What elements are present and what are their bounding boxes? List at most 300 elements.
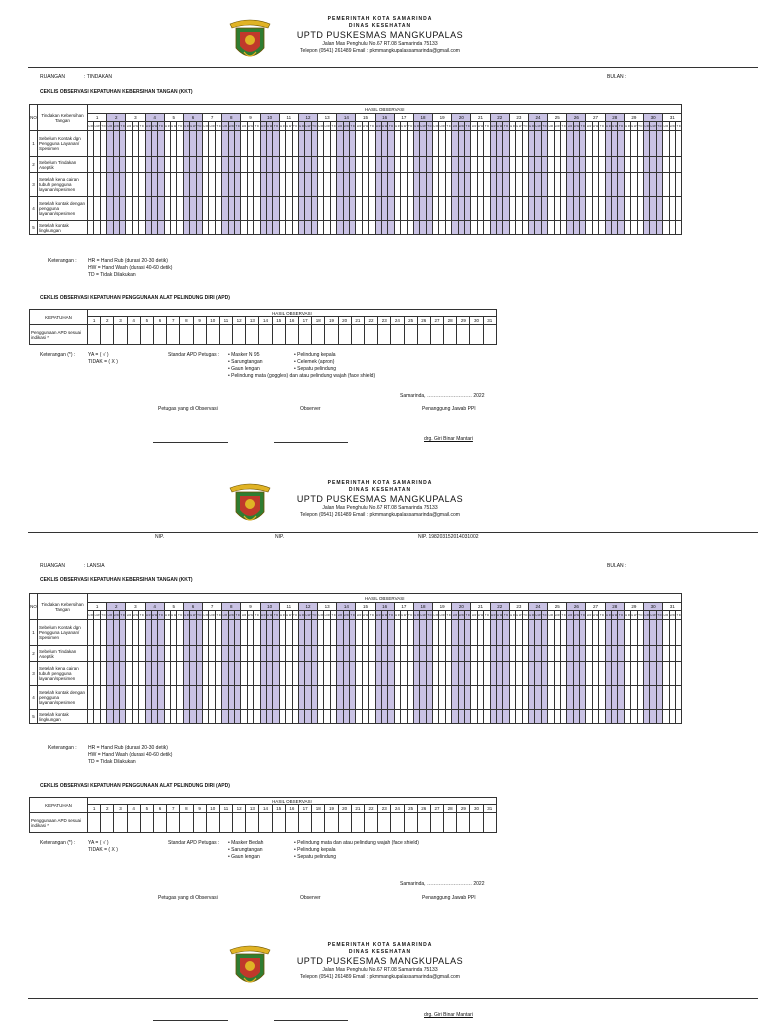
sub-col-label: H R (567, 611, 573, 620)
sig-pj-label: Penanggung Jawab PPI (422, 406, 476, 412)
observation-cell[interactable] (675, 157, 681, 173)
standar-right-2: • Sepatu pelindung (294, 366, 337, 372)
sub-col-label: H R (509, 122, 515, 131)
observation-cell[interactable] (675, 221, 681, 235)
sub-col-label: T D (388, 122, 394, 131)
observation-cell[interactable] (167, 813, 180, 833)
day-number: 9 (193, 317, 206, 325)
bulan-label: BULAN : (607, 563, 627, 569)
day-number: 6 (153, 805, 166, 813)
sub-col-label: H R (260, 611, 266, 620)
day-number: 12 (298, 114, 317, 122)
observation-cell[interactable] (285, 325, 298, 345)
ruangan-value: : TINDAKAN (84, 74, 112, 80)
sub-col-label: H W (286, 611, 292, 620)
action-label: Sebelum Kontak dgn Pengguna Layanan/ Spesimen (38, 620, 88, 646)
action-header: Tindakan Kebersihan Tangan (38, 105, 88, 131)
sub-col-label: H W (631, 611, 637, 620)
day-number: 1 (88, 805, 101, 813)
day-number: 3 (126, 603, 145, 611)
sub-col-label: H W (132, 611, 138, 620)
sub-col-label: H R (318, 611, 324, 620)
day-number: 31 (663, 603, 682, 611)
action-label: Setelah kena cairan tubuh pengguna layanan/spesimen (38, 173, 88, 197)
day-number: 22 (364, 805, 377, 813)
observation-cell[interactable] (444, 325, 457, 345)
observation-cell[interactable] (299, 813, 312, 833)
row-number: 2 (30, 646, 38, 662)
day-number: 25 (548, 603, 567, 611)
obs-header: HASIL OBSERVASI (88, 105, 682, 114)
day-number: 23 (509, 603, 528, 611)
sub-col-label: H R (88, 122, 94, 131)
day-number: 27 (430, 317, 443, 325)
sub-col-label: H R (586, 122, 592, 131)
sub-col-label: T D (503, 611, 509, 620)
sub-col-label: H R (490, 611, 496, 620)
observation-cell[interactable] (444, 813, 457, 833)
ruangan-value: : LANSIA (84, 563, 105, 569)
sub-col-label: H W (324, 122, 330, 131)
observation-cell[interactable] (167, 325, 180, 345)
observation-cell[interactable] (675, 173, 681, 197)
day-number: 18 (413, 114, 432, 122)
gov-name: PEMERINTAH KOTA SAMARINDA (327, 480, 433, 486)
sub-col-label: H R (394, 611, 400, 620)
observation-cell[interactable] (364, 813, 377, 833)
sub-col-label: T D (618, 611, 624, 620)
observation-cell[interactable] (470, 813, 483, 833)
day-number: 17 (299, 317, 312, 325)
sub-col-label: H R (260, 122, 266, 131)
kepatuhan-header: KEPATUHAN (30, 310, 88, 325)
tidak-legend: TIDAK = ( X ) (88, 359, 118, 365)
day-number: 6 (153, 317, 166, 325)
standar-right-1: • Pelindung kepala (294, 847, 336, 853)
sig-line-observed (153, 1020, 228, 1021)
table-row (30, 620, 682, 646)
header-divider (28, 998, 758, 999)
day-number: 18 (312, 317, 325, 325)
day-number: 25 (548, 114, 567, 122)
observation-cell[interactable] (259, 325, 272, 345)
day-number: 18 (312, 805, 325, 813)
header-divider (28, 532, 758, 533)
observation-cell[interactable] (404, 325, 417, 345)
sub-col-label: H W (343, 611, 349, 620)
day-number: 30 (643, 114, 662, 122)
sub-col-label: H R (624, 611, 630, 620)
day-number: 12 (233, 317, 246, 325)
sub-col-label: H R (183, 611, 189, 620)
kkt-table (29, 104, 682, 235)
day-number: 6 (183, 603, 202, 611)
sub-col-label: H R (88, 611, 94, 620)
day-number: 15 (356, 114, 375, 122)
day-number: 23 (378, 317, 391, 325)
sub-col-label: T D (234, 122, 240, 131)
observation-cell[interactable] (378, 813, 391, 833)
sub-col-label: H R (356, 611, 362, 620)
sub-col-label: T D (139, 122, 145, 131)
sub-col-label: T D (254, 122, 260, 131)
sub-col-label: H R (107, 611, 113, 620)
day-number: 22 (364, 317, 377, 325)
sub-col-label: T D (426, 122, 432, 131)
sub-col-label: H W (209, 611, 215, 620)
row-number: 5 (30, 710, 38, 724)
observation-cell[interactable] (206, 325, 219, 345)
keterangan-td: TD = Tidak Dilakukan (88, 759, 136, 765)
standar-right-1: • Celemek (apron) (294, 359, 335, 365)
sub-col-label: H R (490, 122, 496, 131)
sub-col-label: H W (612, 611, 618, 620)
observation-cell[interactable] (675, 131, 681, 157)
observation-cell[interactable] (378, 325, 391, 345)
day-number: 5 (164, 114, 183, 122)
sub-col-label: H W (573, 611, 579, 620)
day-number: 14 (259, 805, 272, 813)
sub-col-label: H R (413, 122, 419, 131)
sub-col-label: H R (663, 122, 669, 131)
table-row (30, 662, 682, 686)
sub-col-label: T D (100, 122, 106, 131)
agency-name: DINAS KESEHATAN (348, 949, 412, 955)
observation-cell[interactable] (140, 813, 153, 833)
keterangan-hr: HR = Hand Rub (durasi 20-30 detik) (88, 745, 168, 751)
obs-header: HASIL OBSERVASI (88, 798, 497, 805)
puskesmas-title: UPTD PUSKESMAS MANGKUPALAS (296, 30, 464, 40)
observation-cell[interactable] (470, 325, 483, 345)
observation-cell[interactable] (153, 325, 166, 345)
table-row (30, 157, 682, 173)
sub-col-label: H R (203, 611, 209, 620)
observation-cell[interactable] (312, 325, 325, 345)
day-number: 13 (318, 603, 337, 611)
address: Jalan Mas Penghulu No.67 RT.08 Samarinda 75133 (322, 41, 438, 47)
observation-cell[interactable] (675, 197, 681, 221)
day-number: 22 (490, 114, 509, 122)
sub-col-label: T D (139, 611, 145, 620)
keterangan-label: Keterangan : (48, 258, 77, 264)
sub-col-label: T D (637, 122, 643, 131)
day-number: 18 (413, 603, 432, 611)
obs-header: HASIL OBSERVASI (88, 310, 497, 317)
observation-cell[interactable] (140, 325, 153, 345)
observation-cell[interactable] (391, 813, 404, 833)
sub-col-label: H W (420, 122, 426, 131)
sub-col-label: H R (509, 611, 515, 620)
apd-table (29, 309, 497, 345)
sub-col-label: H R (241, 611, 247, 620)
obs-header: HASIL OBSERVASI (88, 594, 682, 603)
sign-date: Samarinda, ……………………… 2022 (400, 393, 485, 399)
day-number: 23 (378, 805, 391, 813)
table-row (30, 646, 682, 662)
pj-name: drg. Giri Binar Mantari (424, 436, 473, 442)
observation-cell[interactable] (233, 813, 246, 833)
city-emblem-icon (228, 14, 272, 66)
kkt-title: CEKLIS OBSERVASI KEPATUHAN KEBERSIHAN TANGAN (KKT) (40, 89, 193, 95)
day-number: 1 (88, 317, 101, 325)
observation-cell[interactable] (338, 813, 351, 833)
observation-cell[interactable] (101, 813, 114, 833)
day-number: 20 (452, 603, 471, 611)
sub-col-label: H W (228, 122, 234, 131)
tidak-legend: TIDAK = ( X ) (88, 847, 118, 853)
action-label: Setelah kena cairan tubuh pengguna layanan/spesimen (38, 662, 88, 686)
sub-col-label: H W (228, 611, 234, 620)
sub-col-label: H R (126, 122, 132, 131)
day-number: 21 (471, 603, 490, 611)
day-number: 20 (452, 114, 471, 122)
keterangan-hw: HW = Hand Wash (durasi 40-60 detik) (88, 265, 173, 271)
kepatuhan-header: KEPATUHAN (30, 798, 88, 813)
sub-col-label: H R (643, 122, 649, 131)
day-number: 26 (417, 317, 430, 325)
ruangan-label: RUANGAN (40, 74, 66, 80)
sub-col-label: T D (350, 611, 356, 620)
observation-cell[interactable] (285, 813, 298, 833)
sign-date: Samarinda, ……………………… 2022 (400, 881, 485, 887)
day-number: 7 (203, 114, 222, 122)
sub-col-label: T D (599, 122, 605, 131)
sub-col-label: H W (497, 611, 503, 620)
action-label: Setelah kontak lingkungan (38, 221, 88, 235)
day-number: 9 (241, 114, 260, 122)
day-number: 22 (490, 603, 509, 611)
observation-cell[interactable] (364, 325, 377, 345)
sub-col-label: H R (548, 611, 554, 620)
sig-observer-label: Observer (300, 895, 321, 901)
observation-cell[interactable] (675, 686, 681, 710)
day-number: 10 (260, 114, 279, 122)
day-number: 7 (167, 805, 180, 813)
sub-col-label: T D (311, 611, 317, 620)
sub-col-label: H R (126, 611, 132, 620)
observation-cell[interactable] (457, 325, 470, 345)
sub-col-label: H W (458, 122, 464, 131)
sub-col-label: T D (522, 122, 528, 131)
sig-observer-label: Observer (300, 406, 321, 412)
bulan-label: BULAN : (607, 74, 627, 80)
observation-cell[interactable] (233, 325, 246, 345)
observation-cell[interactable] (206, 813, 219, 833)
ya-legend: YA = ( √ ) (88, 352, 109, 358)
observation-cell[interactable] (272, 325, 285, 345)
day-number: 4 (145, 114, 164, 122)
sub-col-label: H W (305, 122, 311, 131)
observation-cell[interactable] (114, 325, 127, 345)
sub-col-label: H W (362, 611, 368, 620)
sub-col-label: T D (445, 611, 451, 620)
day-number: 14 (337, 603, 356, 611)
day-number: 16 (375, 114, 394, 122)
observation-cell[interactable] (675, 646, 681, 662)
observation-cell[interactable] (259, 813, 272, 833)
observation-cell[interactable] (404, 813, 417, 833)
puskesmas-title: UPTD PUSKESMAS MANGKUPALAS (296, 956, 464, 966)
day-number: 20 (338, 317, 351, 325)
sub-col-label: H W (669, 611, 675, 620)
day-number: 13 (246, 805, 259, 813)
sub-col-label: T D (158, 122, 164, 131)
sub-col-label: H R (203, 122, 209, 131)
sub-col-label: H R (375, 122, 381, 131)
sub-col-label: H W (592, 122, 598, 131)
sub-col-label: H R (413, 611, 419, 620)
sig-observed-label: Petugas yang di Observasi (158, 895, 218, 901)
sub-col-label: T D (234, 611, 240, 620)
day-number: 28 (605, 114, 624, 122)
sub-col-label: H R (318, 122, 324, 131)
sub-col-label: H W (497, 122, 503, 131)
sub-col-label: H W (266, 122, 272, 131)
observation-cell[interactable] (114, 813, 127, 833)
sub-col-label: H R (279, 611, 285, 620)
sub-col-label: H R (471, 122, 477, 131)
observation-cell[interactable] (351, 325, 364, 345)
observation-cell[interactable] (675, 620, 681, 646)
sub-col-label: H W (669, 122, 675, 131)
observation-cell[interactable] (180, 325, 193, 345)
sub-col-label: T D (522, 611, 528, 620)
sub-col-label: H W (381, 122, 387, 131)
day-number: 2 (107, 603, 126, 611)
day-number: 13 (246, 317, 259, 325)
observation-cell[interactable] (483, 813, 496, 833)
observation-cell[interactable] (153, 813, 166, 833)
observation-cell[interactable] (417, 813, 430, 833)
observation-cell[interactable] (675, 662, 681, 686)
day-number: 8 (180, 805, 193, 813)
day-number: 20 (338, 805, 351, 813)
sub-col-label: T D (618, 122, 624, 131)
sub-col-label: T D (254, 611, 260, 620)
observation-cell[interactable] (325, 813, 338, 833)
address: Jalan Mas Penghulu No.67 RT.08 Samarinda 75133 (322, 967, 438, 973)
sub-col-label: H W (401, 611, 407, 620)
day-number: 24 (528, 603, 547, 611)
observation-cell[interactable] (430, 325, 443, 345)
contact: Telepon (0541) 261489 Email : pkmmangkupalassamarinda@gmail.com (300, 48, 460, 54)
day-number: 21 (471, 114, 490, 122)
observation-cell[interactable] (88, 813, 101, 833)
observation-cell[interactable] (417, 325, 430, 345)
observation-cell[interactable] (351, 813, 364, 833)
sub-col-label: T D (196, 611, 202, 620)
day-number: 28 (444, 805, 457, 813)
observation-cell[interactable] (127, 325, 140, 345)
sub-col-label: H W (113, 611, 119, 620)
day-number: 9 (241, 603, 260, 611)
sub-col-label: T D (426, 611, 432, 620)
sub-col-label: T D (407, 611, 413, 620)
observation-cell[interactable] (325, 325, 338, 345)
sub-col-label: H R (433, 122, 439, 131)
sub-col-label: H W (535, 122, 541, 131)
observation-cell[interactable] (391, 325, 404, 345)
letterhead (0, 478, 768, 536)
agency-name: DINAS KESEHATAN (348, 487, 412, 493)
nip-pj: NIP. 198203152014031002 (418, 534, 479, 540)
day-number: 25 (404, 805, 417, 813)
day-number: 27 (586, 114, 605, 122)
observation-cell[interactable] (193, 813, 206, 833)
observation-cell[interactable] (246, 325, 259, 345)
agency-name: DINAS KESEHATAN (348, 23, 412, 29)
action-header: Tindakan Kebersihan Tangan (38, 594, 88, 620)
observation-cell[interactable] (246, 813, 259, 833)
sub-col-label: H W (305, 611, 311, 620)
sub-col-label: H R (548, 122, 554, 131)
observation-cell[interactable] (219, 325, 232, 345)
row-number: 4 (30, 686, 38, 710)
day-number: 15 (356, 603, 375, 611)
sub-col-label: H R (452, 122, 458, 131)
day-number: 5 (140, 317, 153, 325)
sub-col-label: H R (298, 122, 304, 131)
sub-col-label: T D (311, 122, 317, 131)
sub-col-label: H W (247, 611, 253, 620)
observation-cell[interactable] (338, 325, 351, 345)
sub-col-label: H R (643, 611, 649, 620)
header-divider (28, 67, 758, 68)
sub-col-label: H W (401, 122, 407, 131)
sub-col-label: T D (580, 122, 586, 131)
kkt-table (29, 593, 682, 724)
sub-col-label: T D (350, 122, 356, 131)
observation-cell[interactable] (299, 325, 312, 345)
standar-left-1: • Sarungtangan (228, 359, 263, 365)
sig-observed-label: Petugas yang di Observasi (158, 406, 218, 412)
day-number: 3 (126, 114, 145, 122)
observation-cell[interactable] (272, 813, 285, 833)
sub-col-label: H W (420, 611, 426, 620)
observation-cell[interactable] (219, 813, 232, 833)
sub-col-label: H W (324, 611, 330, 620)
sub-col-label: H R (605, 122, 611, 131)
sub-col-label: H W (266, 611, 272, 620)
sub-col-label: H R (164, 611, 170, 620)
observation-cell[interactable] (193, 325, 206, 345)
sub-col-label: T D (196, 122, 202, 131)
sub-col-label: H R (663, 611, 669, 620)
sub-col-label: H W (650, 611, 656, 620)
sub-col-label: T D (215, 611, 221, 620)
day-number: 29 (457, 317, 470, 325)
sub-col-label: T D (465, 122, 471, 131)
apd-title: CEKLIS OBSERVASI KEPATUHAN PENGGUNAAN ALAT PELINDUNG DIRI (APD) (40, 295, 230, 301)
observation-cell[interactable] (483, 325, 496, 345)
keterangan-td: TD = Tidak Dilakukan (88, 272, 136, 278)
row-number: 5 (30, 221, 38, 235)
sub-col-label: T D (599, 611, 605, 620)
observation-cell[interactable] (675, 710, 681, 724)
sub-col-label: H W (439, 611, 445, 620)
observation-cell[interactable] (457, 813, 470, 833)
contact: Telepon (0541) 261489 Email : pkmmangkupalassamarinda@gmail.com (300, 974, 460, 980)
observation-cell[interactable] (127, 813, 140, 833)
sub-col-label: H W (592, 611, 598, 620)
observation-cell[interactable] (430, 813, 443, 833)
observation-cell[interactable] (88, 325, 101, 345)
observation-cell[interactable] (180, 813, 193, 833)
puskesmas-title: UPTD PUSKESMAS MANGKUPALAS (296, 494, 464, 504)
observation-cell[interactable] (101, 325, 114, 345)
sub-col-label: T D (675, 611, 681, 620)
observation-cell[interactable] (312, 813, 325, 833)
